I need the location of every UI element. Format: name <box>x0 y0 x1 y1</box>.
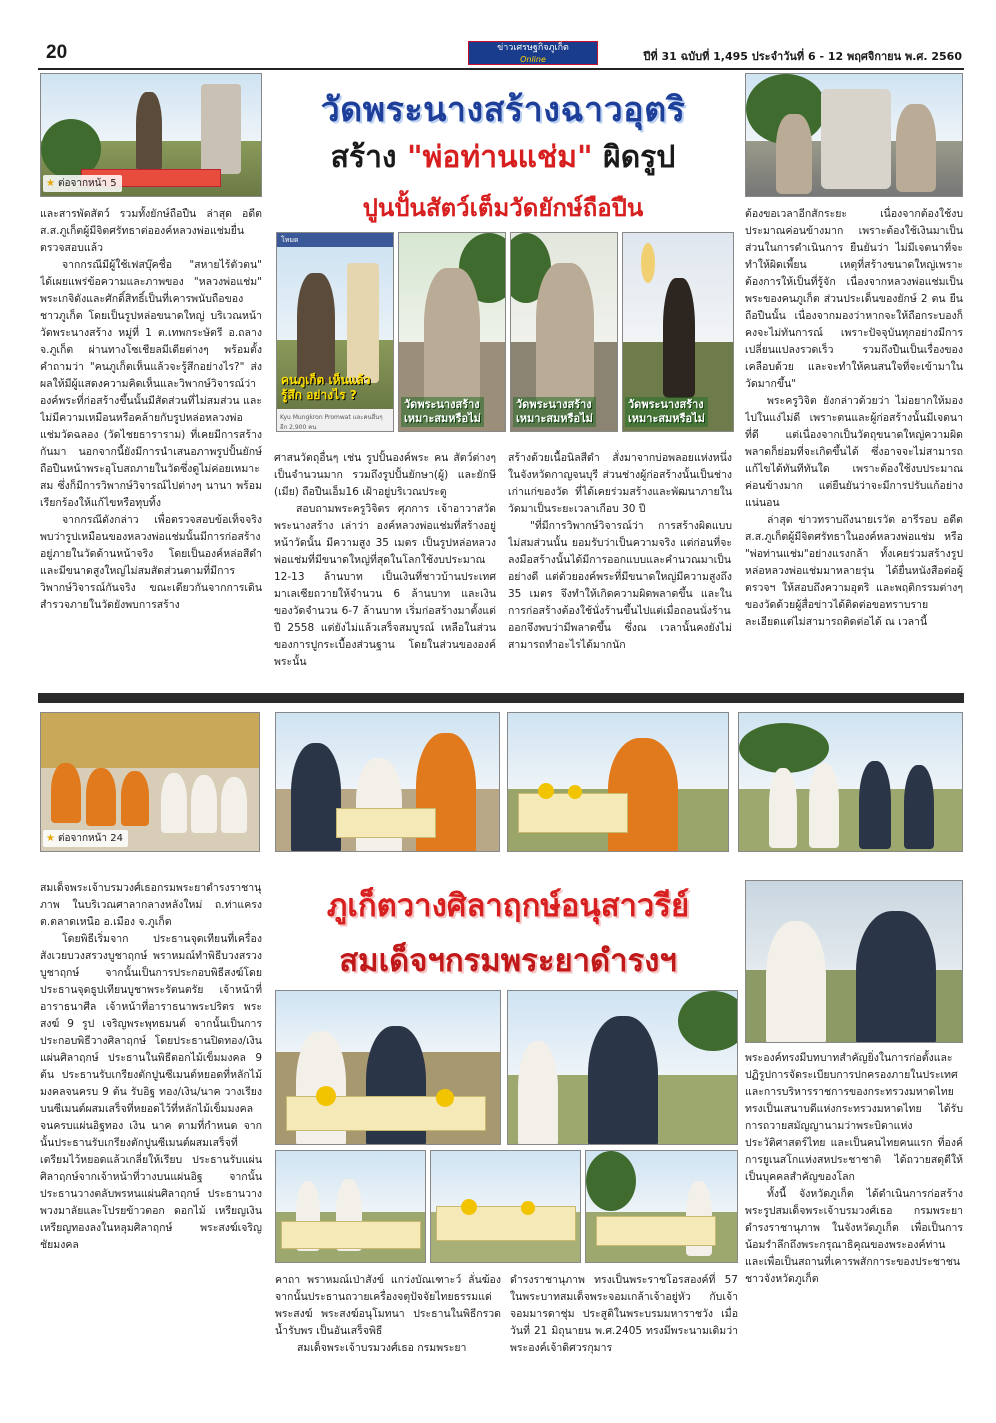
photo-monk-blessing <box>507 712 729 852</box>
story2-column-2 <box>275 1272 501 1375</box>
story1-col3-para: "ที่มีการวิพากษ์วิจารณ์ว่า การสร้างผิดแบบไม่สมส่วนนั้น ยอมรับว่าเป็นความจริง แต่ก่อนที่จะลงมือสร้างนั้นได้มีการออกแบบและคำนวณมาเป็นอย่างดี แต่ด้วยองค์พระที่มีขนาดใหญ่มีความสูงถึง 35 เมตร จึงทำให้เกิดความผิดพลาดขึ้น และในการก่อสร้างต้องใช้นั่งร้านขึ้นไปแต่เมื่อถอนนั่งร้านออกจึงพบว่ามีพลาดขึ้น ซึ่งณ เวลานั้นคงยังไม่สามารถทำอะไรได้มากนัก <box>508 520 732 651</box>
story1-col1-para: จากกรณีมีผู้ใช้เฟสบุ๊คชื่อ "สหายไร้ตัวตน" ได้เผยแพร่ข้อความและภาพของ "หลวงพ่อแช่ม" พระเกจิดังและศักดิ์สิทธิ์เป็นที่เคารพนับถือของชาวภูเก็ต โดยเป็นรูปหล่อขนาดใหญ่ บริเวณหน้าวัดพระนางสร้าง หมู่ที่ 1 ต.เทพกระษัตรี อ.ถลาง จ.ภูเก็ต ผ่านทางโซเชียลมีเดียต่างๆ พร้อมตั้งคำถามว่า "คนภูเก็ตเห็นแล้วจะรู้สึกอย่างไร?" ส่งผลให้มีผู้แสดงความคิดเห็นและวิพากษ์วิจารณ์ว่า องค์พระที่ก่อสร้างขึ้นนั้นมีสัดส่วนที่ไม่สมส่วน และไม่มีความเหมือนหรือคล้ายกับรูปหล่อหลวงพ่อแช่มวัดฉลอง (วัดไชยธาราราม) ที่เคยมีการสร้างกันมา นอกจากนี้ยังมีการนำเสนอภาพรูปปั้นยักษ์ถือปืนหน้าพระอุโบสถภายในวัดซึ่งดูไม่ค่อยเหมาะสม ซึ่งก็มีการวิพากษ์วิจารณ์ไปต่างๆ นานา พร้อมเรียกร้องให้แก้ไขหรือทุบทิ้ง <box>40 259 262 509</box>
photo-temple-gate-right <box>745 73 963 197</box>
story2-col1-para: สมเด็จพระเจ้าบรมวงศ์เธอกรมพระยาดำรงราชานุภาพ ในบริเวณศาลากลางหลังใหม่ ถ.ท่าแครง ต.ตลาดเหนือ อ.เมือง จ.ภูเก็ต <box>40 882 262 928</box>
collage-caption-2: วัดพระนางสร้าง เหมาะสมหรือไม่ <box>513 397 596 427</box>
page-header <box>38 40 964 70</box>
story2-subheadline: สมเด็จฯกรมพระยาดำรงฯ <box>339 943 677 979</box>
fb-footer: Kyu Mungkron Promwat และคนอื่นๆ อีก 2,900 คน <box>277 409 393 431</box>
story1-col1-para: และสารพัดสัตว์ รวมทั้งยักษ์ถือปืน ล่าสุด อดีต ส.ส.ภูเก็ตผู้มีจิตศรัทธาต่อองค์หลวงพ่อแช่มยื่นตรวจสอบแล้ว <box>40 208 262 254</box>
photo-ceremony-table-1 <box>275 1150 426 1263</box>
photo-general-salute <box>507 990 738 1145</box>
story2-col2-para: สมเด็จพระเจ้าบรมวงศ์เธอ กรมพระยา <box>297 1342 467 1354</box>
masthead-online: Online <box>520 55 546 64</box>
story1-col4-para: พระครูวิจิต ยังกล่าวด้วยว่า ไม่อยากให้มองไปในแง่ไม่ดี เพราะตนและผู้ก่อสร้างนั้นมีเจตนาที่ดี แต่เนื่องจากเป็นวัตถุขนาดใหญ่ความผิดพลาดก็ย่อมที่จะเกิดขึ้นได้ ซึ่งอาจจะไม่สามารถแก้ไขได้ทันทีทันใด เพราะต้องใช้งบประมาณค่อนข้างมาก แต่ยืนยันว่าจะมีการปรับแก้อย่างแน่นอน <box>745 395 963 509</box>
photo-temple-statue-left <box>40 73 262 197</box>
story1-column-4 <box>745 206 963 688</box>
photo-officials-offering-1 <box>275 712 500 852</box>
photo-ceremony-officials <box>275 990 501 1145</box>
continued-tag: ★ ต่อจากหน้า 5 <box>43 175 122 192</box>
photo-yaksha-statue-2 <box>510 232 618 432</box>
story2-column-3 <box>510 1272 738 1375</box>
story1-headline: วัดพระนางสร้างฉาวอุตริ <box>320 90 686 130</box>
story1-column-2 <box>274 450 496 688</box>
photo-officials-offering-2 <box>738 712 963 852</box>
fb-overlay-text: คนภูเก็ต เห็นแล้ว รู้สึก อย่างไร ? <box>281 373 371 402</box>
story1-col4-para: ล่าสุด ข่าวทราบถึงนายเรวัต อารีรอบ อดีต ส.ส.ภูเก็ตผู้มีจิตศรัทธาในองค์หลวงพ่อแช่ม หรือ "พ่อท่านแช่ม"อย่างแรงกล้า ทั้งเคยร่วมสร้างรูปหล่อหลวงพ่อแช่มมาหลายรุ่น ได้ยื่นหนังสือต่อผู้ตรวจฯ ให้สอบถึงความอุตริ และพฤติกรรมต่างๆของวัดด้วยผู้สื่อข่าวได้ติดต่อขอทราบรายละเอียดแต่ไม่สามารถติดต่อได้ ณ เวลานี้ <box>745 514 963 628</box>
masthead-title: ข่าวเศรษฐกิจภูเก็ต <box>497 43 569 53</box>
story2-col3-para: ดำรงราชานุภาพ ทรงเป็นพระราชโอรสองค์ที่ 57 ในพระบาทสมเด็จพระจอมเกล้าเจ้าอยู่หัว กับเจ้าจอมมารดาชุ่ม ประสูติในพระบรมมหาราชวัง เมื่อวันที่ 21 มิถุนายน พ.ศ.2405 ทรงมีพระนามเดิมว่า พระองค์เจ้าดิศวรกุมาร <box>510 1274 738 1354</box>
photo-ceremony-table-3 <box>585 1150 738 1263</box>
continued-tag-2: ★ ต่อจากหน้า 24 <box>43 830 128 847</box>
section-divider <box>38 693 964 703</box>
story2-col4-para: พระองค์ทรงมีบทบาทสำคัญยิ่งในการก่อตั้งและปฏิรูปการจัดระเบียบการปกครองภายในประเทศและการบริหารราชการของกระทรวงมหาดไทย ทรงเป็นเสนาบดีแห่งกระทรวงมหาดไทย ได้รับการถวายสมัญญานามว่าพระบิดาแห่งประวัติศาสตร์ไทย และเป็นคนไทยคนแรก ที่องค์การยูเนสโกแห่งสหประชาชาติ ได้ถวายสดุดีให้เป็นบุคคลสำคัญของโลก <box>745 1052 963 1183</box>
story2-headline: ภูเก็ตวางศิลาฤกษ์อนุสาวรีย์ <box>326 888 690 924</box>
story2-col1-para: โดยพิธีเริ่มจาก ประธานจุดเทียนที่เครื่องสังเวยบวงสรวงบูชาฤกษ์ พราหมณ์ทำพิธีบวงสรวงบูชาฤกษ์ จากนั้นเป็นการประกอบพิธีสงฆ์โดยประธานจุดธูปเทียนบูชาพระรัตนตรัย เจ้าหน้าที่อาราธนาศีล เจ้าหน้าที่อาราธนาพระปริตร พระสงฆ์ 9 รูป เจริญพระพุทธมนต์ จากนั้นเป็นการประกอบพิธีวางศิลาฤกษ์ โดยประธานปิดทอง/เงินแผ่นศิลาฤกษ์ ประธานในพิธีตอกไม้เข็มมงคล 9 ต้น ประธานรับเกรียงตักปูนซีเมนต์หยอดที่หลักไม้มงคลจนครบ 9 ต้น รับอิฐ ทอง/เงิน/นาค วางเรียงบนซีเมนต์ผสมเสร็จที่หยอดไว้ที่หลักไม้เข็มมงคลจนครบแผ่นอิฐทอง เงิน นาค ตามที่กำหนด จากนั้นประธานรับเกรียงตักปูนซีเมนต์ผสมเสร็จที่เตรียมไว้หยอดแล้วเกลี่ยให้เรียบ ประธานรับแผ่นศิลาฤกษ์จากเจ้าหน้าที่วางบนแผ่นอิฐ จากนั้นประธานวางตลับพรหนแผ่นศิลาฤกษ์ ประธานวางพวงมาลัยและโปรยข้าวตอก ดอกไม้ เหรียญเงิน เหรียญทองลงในหลุมศิลาฤกษ์ พระสงฆ์เจริญชัยมงคล <box>40 933 262 1251</box>
story1-column-3 <box>508 450 732 688</box>
star-icon: ★ <box>46 833 55 844</box>
masthead-logo <box>468 41 598 65</box>
story1-col3-para: สร้างด้วยเนื้อนิลสีดำ สั่งมาจากบ่อพลอยแห่งหนึ่งในจังหวัดกาญจนบุรี ส่วนช่างผู้ก่อสร้างนั้นเป็นช่างเก่าแก่ของวัด ที่ได้เคยร่วมสร้างและพัฒนาภายในวัดมาเป็นระยะเวลาเกือบ 30 ปี <box>508 452 732 515</box>
collage-caption-3: วัดพระนางสร้าง เหมาะสมหรือไม่ <box>625 397 708 427</box>
photo-black-monk-statue <box>622 232 734 432</box>
story1-col2-para: สอบถามพระครูวิจิตร ศุภการ เจ้าอาวาสวัดพระนางสร้าง เล่าว่า องค์หลวงพ่อแช่มที่สร้างอยู่หน้าวัดนั้น มีความสูง 35 เมตร เป็นรูปหล่อหลวงพ่อแช่มที่มีขนาดใหญ่ที่สุดในโลกใช้งบประมาณ 12-13 ล้านบาท เป็นเงินที่ชาวบ้านประเทศมาเลเซียถวายให้จำนวน 6 ล้านบาท และเงินของวัดจำนวน 6-7 ล้านบาท เริ่มก่อสร้างมาตั้งแต่ปี 2558 แต่ยังไม่แล้วเสร็จสมบูรณ์ เหลือในส่วนของการปูกระเบื้องส่วนฐาน โดยในส่วนขององค์พระนั้น <box>274 503 496 668</box>
issue-info: ปีที่ 31 ฉบับที่ 1,495 ประจำวันที่ 6 - 12 พฤศจิกายน พ.ศ. 2560 <box>643 50 962 63</box>
story2-col4-para: ทั้งนี้ จังหวัดภูเก็ต ได้ดำเนินการก่อสร้างพระรูปสมเด็จพระเจ้าบรมวงศ์เธอ กรมพระยาดำรงราชานุภาพ ในจังหวัดภูเก็ต เพื่อเป็นการน้อมรำลึกถึงพระกรุณาธิคุณของพระองค์ท่าน และเพื่อเป็นสถานที่เคารพสักการะของประชาชนชาวจังหวัดภูเก็ต <box>745 1188 963 1285</box>
story1-col2-para: ศาสนวัตถุอื่นๆ เช่น รูปปั้นองค์พระ คน สัตว์ต่างๆ เป็นจำนวนมาก รวมถึงรูปปั้นยักษา(ผู้) และยักษี (เมีย) ถือปืนเอ็ม16 เฝ้าอยู่บริเวณประตู <box>274 452 496 498</box>
collage-caption-1: วัดพระนางสร้าง เหมาะสมหรือไม่ <box>401 397 484 427</box>
fb-status-bar: โหมด <box>277 233 393 247</box>
story1-col4-para: ต้องขอเวลาอีกสักระยะ เนื่องจากต้องใช้งบประมาณค่อนข้างมาก เพราะต้องใช้เงินมาเป็นส่วนในการดำเนินการ ยืนยันว่า ไม่มีเจตนาที่จะทำให้ผิดเพี้ยน เหตุที่สร้างขนาดใหญ่เพราะต้องการให้เป็นที่รู้จัก เนื่องจากหลวงพ่อแช่มเป็นพระของคนภูเก็ต ส่วนประเด็นของยักษ์ 2 ตน ยืนถือปืนนั้น เนื่องจากมองว่าหากจะให้ถือกระบองก็คงจะไม่ทันการณ์ เพราะปัจจุบันทุกอย่างมีการเปลี่ยนแปลงรวดเร็ว รวมถึงปืนเป็นเรื่องของเคลือบด้วย และจะทำให้คนสนใจที่จะเข้ามาในวัดมากขึ้น" <box>745 208 963 390</box>
story1-col1-para: จากกรณีดังกล่าว เพื่อตรวจสอบข้อเท็จจริง พบว่ารูปเหมือนของหลวงพ่อแช่มนั้นมีการก่อสร้างอยู่ภายในวัดด้านหน้าจริง โดยเป็นองค์หล่อสีดำ และมีขนาดสูงใหญ่ไม่สมสัดส่วนตามที่มีการวิพากษ์วิจารณ์กันจริง ขณะเดียวกันจากการเดินสำรวจภายในวัดยังพบการสร้าง <box>40 514 262 611</box>
story1-subheadline: สร้าง "พ่อท่านแช่ม" ผิดรูป <box>330 140 676 175</box>
story2-column-4 <box>745 1050 963 1375</box>
story1-kicker: ปูนปั้นสัตว์เต็มวัดยักษ์ถือปืน <box>362 194 644 222</box>
photo-pouring-water <box>745 880 963 1043</box>
story1-column-1 <box>40 206 262 688</box>
photo-monks-ceremony <box>40 712 260 852</box>
page-number: 20 <box>46 42 68 63</box>
photo-yaksha-statue-1 <box>398 232 506 432</box>
story2-col2-para: คาถา พราหมณ์เป่าสังข์ แกว่งบัณเฑาะว์ ลั่นฆ้อง จากนั้นประธานถวายเครื่องจตุปัจจัยไทยธรรมแด่พระสงฆ์ พระสงฆ์อนุโมทนา ประธานในพิธีกรวดน้ำรับพร เป็นอันเสร็จพิธี <box>275 1274 501 1337</box>
photo-ceremony-table-2 <box>430 1150 581 1263</box>
photo-facebook-post <box>276 232 394 432</box>
story2-column-1 <box>40 880 262 1375</box>
star-icon: ★ <box>46 178 55 189</box>
